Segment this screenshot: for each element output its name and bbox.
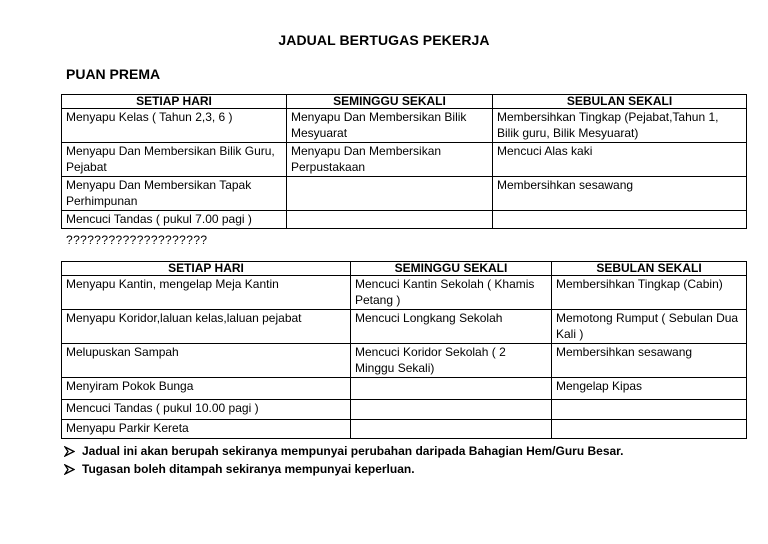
table-row <box>62 378 747 400</box>
table-cell: Menyiram Pokok Bunga <box>62 378 351 400</box>
staff-name: PUAN PREMA <box>66 66 161 82</box>
table-cell: Membersihkan sesawang <box>552 344 747 378</box>
table-cell: Menyapu Koridor,laluan kelas,laluan pejabat <box>62 310 351 344</box>
arrow-bullet-icon <box>64 446 75 457</box>
table-cell: Menyapu Dan Membersikan Perpustakaan <box>287 143 493 177</box>
table-cell: Menyapu Kantin, mengelap Meja Kantin <box>62 276 351 310</box>
table-row <box>62 310 747 344</box>
table-cell: Memotong Rumput ( Sebulan Dua Kali ) <box>552 310 747 344</box>
table-cell: Mencuci Kantin Sekolah ( Khamis Petang ) <box>351 276 552 310</box>
table-cell: Menyapu Parkir Kereta <box>62 420 351 439</box>
table-row <box>62 143 747 177</box>
table-cell: Membersihkan sesawang <box>493 177 747 211</box>
table-cell <box>351 420 552 439</box>
table-cell <box>287 211 493 229</box>
notes-list <box>64 442 624 478</box>
arrow-bullet-icon <box>64 464 75 475</box>
note-item <box>64 442 624 460</box>
table-cell: Mengelap Kipas <box>552 378 747 400</box>
table-cell <box>552 420 747 439</box>
table-cell: Mencuci Tandas ( pukul 7.00 pagi ) <box>62 211 287 229</box>
table-row <box>62 109 747 143</box>
table-cell: Mencuci Koridor Sekolah ( 2 Minggu Sekali) <box>351 344 552 378</box>
table-cell <box>493 211 747 229</box>
table-cell <box>552 400 747 420</box>
page-title: JADUAL BERTUGAS PEKERJA <box>278 32 490 48</box>
table-cell <box>287 177 493 211</box>
column-header-weekly: SEMINGGU SEKALI <box>351 262 552 276</box>
table-row <box>62 420 747 439</box>
note-text: Tugasan boleh ditampah sekiranya mempunyai keperluan. <box>82 462 415 476</box>
table-cell: Mencuci Tandas ( pukul 10.00 pagi ) <box>62 400 351 420</box>
table-cell <box>351 378 552 400</box>
column-header-monthly: SEBULAN SEKALI <box>493 95 747 109</box>
column-header-weekly: SEMINGGU SEKALI <box>287 95 493 109</box>
duty-table-1 <box>61 94 747 229</box>
note-item <box>64 460 624 478</box>
table-header-row <box>62 95 747 109</box>
column-header-monthly: SEBULAN SEKALI <box>552 262 747 276</box>
note-text: Jadual ini akan berupah sekiranya mempunyai perubahan daripada Bahagian Hem/Guru Besar. <box>82 444 624 458</box>
table-row <box>62 211 747 229</box>
table-cell: Menyapu Dan Membersikan Tapak Perhimpunan <box>62 177 287 211</box>
table-header-row <box>62 262 747 276</box>
table-cell: Melupuskan Sampah <box>62 344 351 378</box>
table-cell: Mencuci Alas kaki <box>493 143 747 177</box>
table-cell: Membersihkan Tingkap (Pejabat,Tahun 1, Bilik guru, Bilik Mesyuarat) <box>493 109 747 143</box>
table-cell: Mencuci Longkang Sekolah <box>351 310 552 344</box>
column-header-daily: SETIAP HARI <box>62 262 351 276</box>
table-row <box>62 344 747 378</box>
table-row <box>62 276 747 310</box>
table-cell: Menyapu Dan Membersikan Bilik Mesyuarat <box>287 109 493 143</box>
column-header-daily: SETIAP HARI <box>62 95 287 109</box>
table-cell: Menyapu Kelas ( Tahun 2,3, 6 ) <box>62 109 287 143</box>
table-cell <box>351 400 552 420</box>
duty-table-2 <box>61 261 747 439</box>
unnamed-staff-placeholder: ???????????????????? <box>66 233 208 247</box>
table-cell: Membersihkan Tingkap (Cabin) <box>552 276 747 310</box>
table-row <box>62 177 747 211</box>
table-cell: Menyapu Dan Membersikan Bilik Guru, Pejabat <box>62 143 287 177</box>
table-row <box>62 400 747 420</box>
